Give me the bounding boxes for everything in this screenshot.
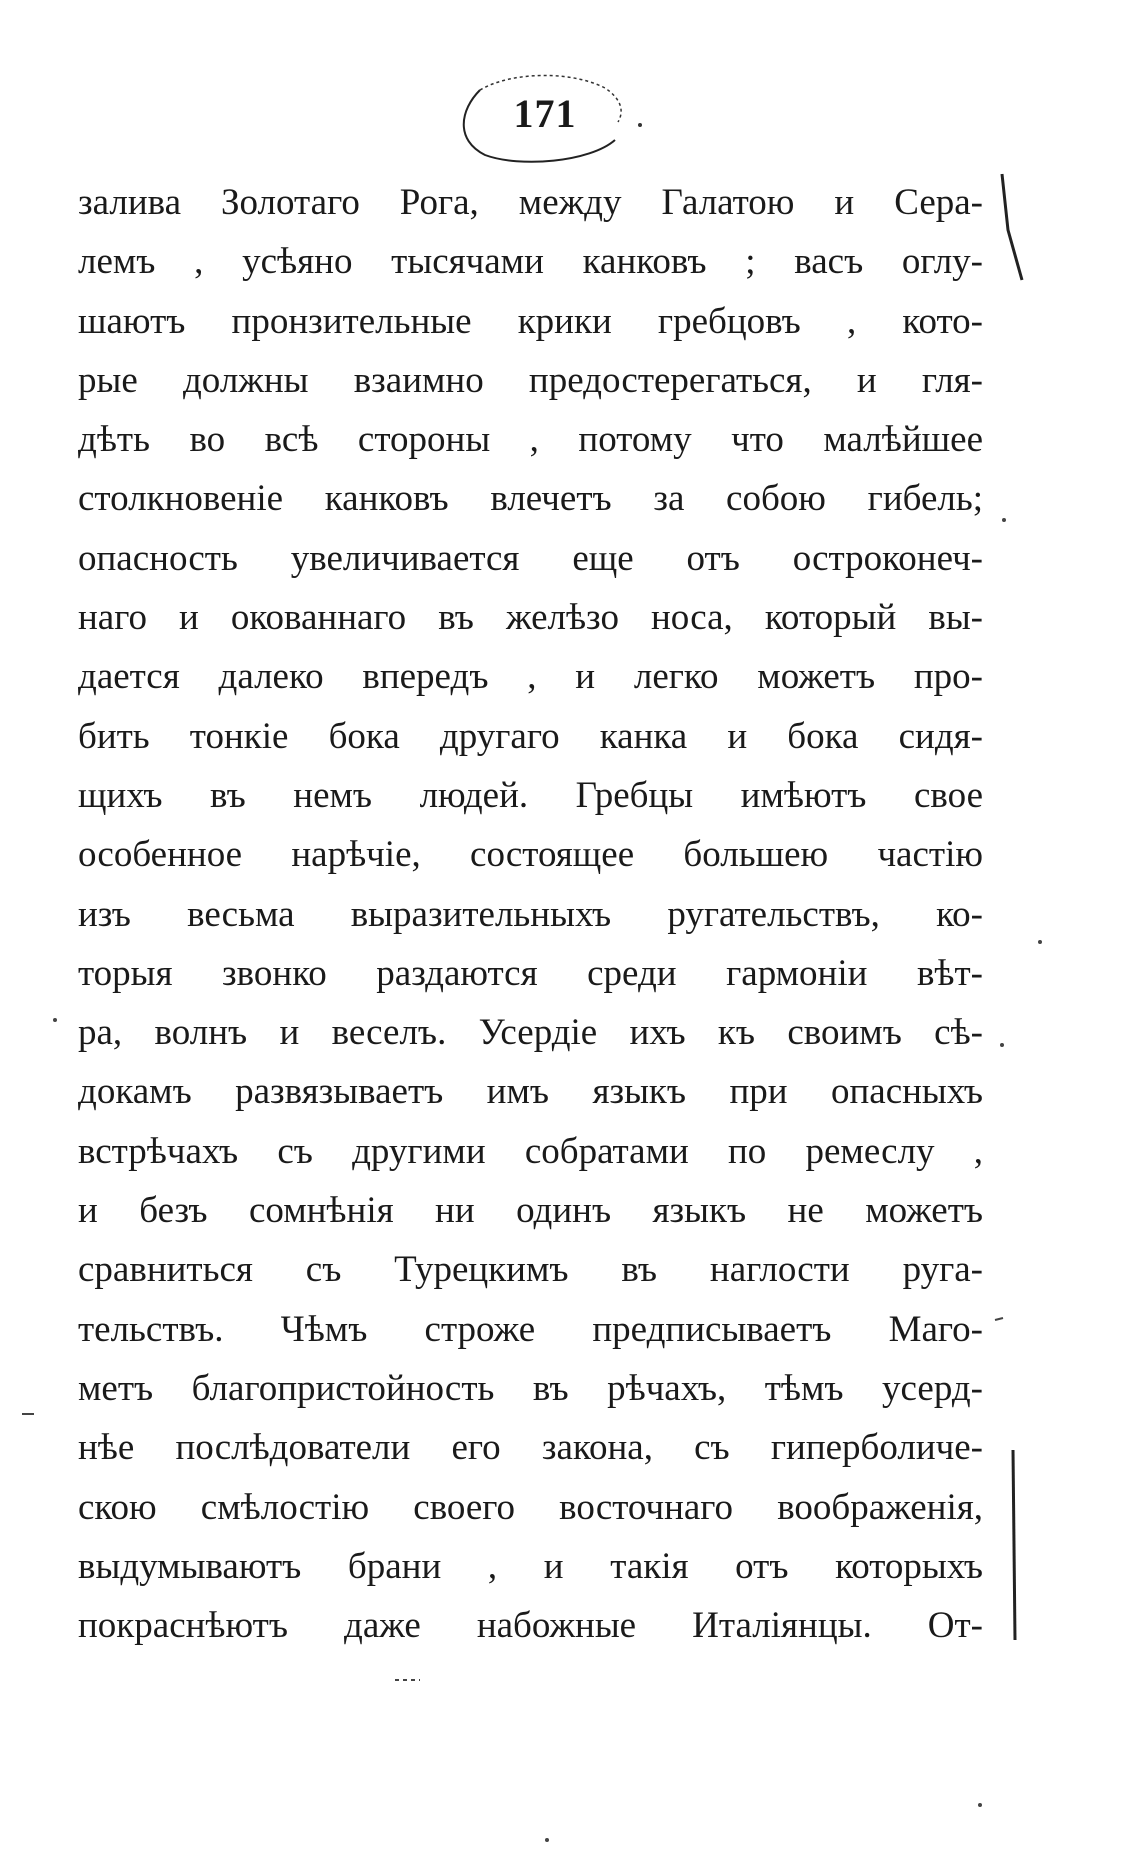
- text-line: рые должны взаимно предостерегаться, и гля-: [78, 359, 983, 401]
- text-line: изъ весьма выразительныхъ ругательствъ, ко-: [78, 893, 983, 935]
- text-line: бить тонкіе бока другаго канка и бока сидя-: [78, 715, 983, 757]
- text-line: докамъ развязываетъ имъ языкъ при опасныхъ: [78, 1071, 983, 1113]
- text-line: и безъ сомнѣнія ни одинъ языкъ не можетъ: [78, 1190, 983, 1232]
- page-number: 171: [513, 91, 577, 136]
- text-line: шаютъ пронзительные крики гребцовъ , кото-: [78, 300, 983, 342]
- text-line: столкновеніе канковъ влечетъ за собою гибель;: [78, 478, 983, 520]
- text-line: нѣе послѣдователи его закона, съ гиперболиче-: [78, 1427, 983, 1469]
- text-line: залива Золотаго Рога, между Галатою и Сера-: [78, 182, 983, 223]
- text-line: дѣть во всѣ стороны , потому что малѣйшее: [78, 419, 983, 461]
- text-line: торыя звонко раздаются среди гармоніи вѣт-: [78, 952, 983, 994]
- text-line: тельствъ. Чѣмъ строже предписываетъ Маго-: [78, 1308, 983, 1350]
- text-line: покраснѣютъ даже набожные Италіянцы. От-: [78, 1605, 983, 1647]
- text-line: скою смѣлостію своего восточнаго воображенія,: [78, 1486, 983, 1528]
- text-line: выдумываютъ брани , и такія отъ которыхъ: [78, 1545, 983, 1587]
- text-line: встрѣчахъ съ другими собратами по ремеслу ,: [78, 1130, 983, 1172]
- text-line: особенное нарѣчіе, состоящее большею частію: [78, 834, 983, 876]
- text-line: ра, волнъ и веселъ. Усердіе ихъ къ своимъ сѣ-: [78, 1012, 983, 1054]
- text-line: лемъ , усѣяно тысячами канковъ ; васъ оглу-: [78, 241, 983, 283]
- text-line: наго и окованнаго въ желѣзо носа, который вы-: [78, 597, 983, 639]
- text-line: дается далеко впередъ , и легко можетъ про-: [78, 656, 983, 698]
- text-line: опасность увеличивается еще отъ остроконеч-: [78, 537, 983, 579]
- text-line: сравниться съ Турецкимъ въ наглости руга-: [78, 1249, 983, 1291]
- text-line: метъ благопристойность въ рѣчахъ, тѣмъ усерд-: [78, 1367, 983, 1409]
- text-line: щихъ въ немъ людей. Гребцы имѣютъ свое: [78, 774, 983, 816]
